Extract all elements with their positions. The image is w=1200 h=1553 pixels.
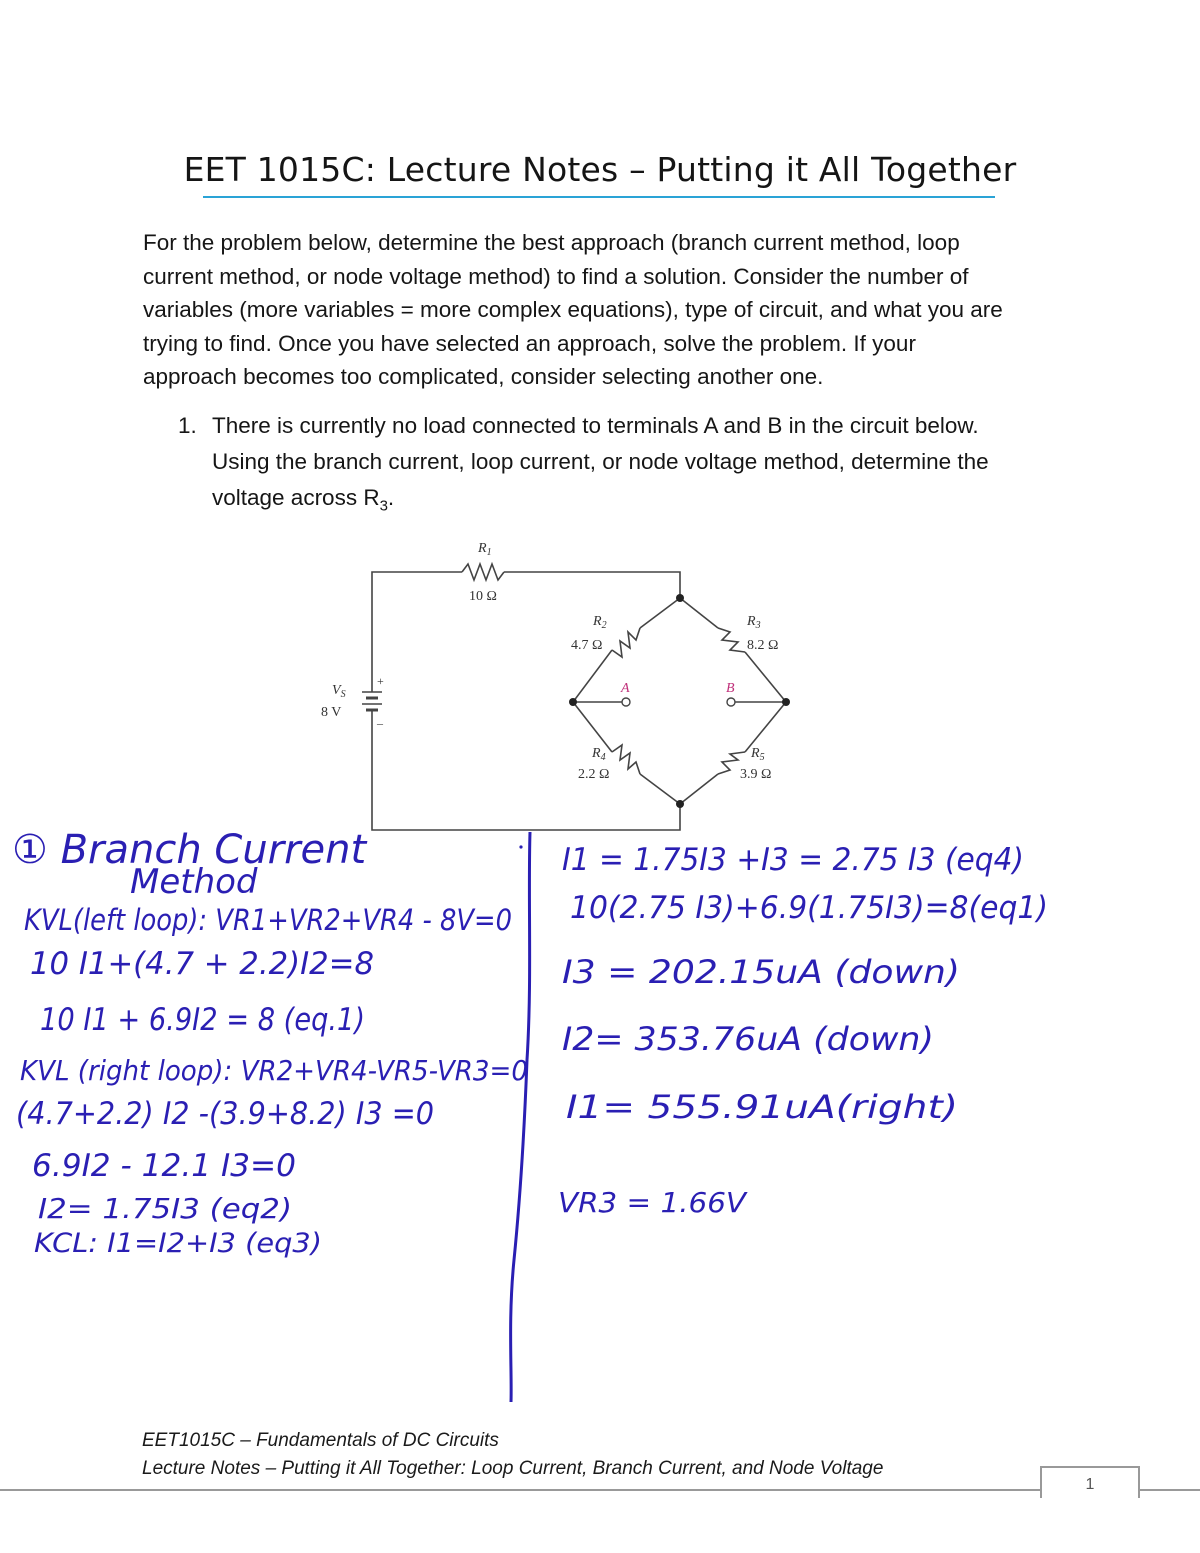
top-node-dot bbox=[676, 594, 684, 602]
vs-minus-sign: – bbox=[377, 716, 383, 730]
problem-line-suffix: . bbox=[387, 485, 395, 510]
vs-plus-sign: + bbox=[377, 674, 384, 688]
r4-label: $R_4$ bbox=[592, 746, 606, 763]
intro-line: For the problem below, determine the best approach (branch current method, loop bbox=[143, 230, 960, 255]
left-node-dot bbox=[569, 698, 577, 706]
r5-value: 3.9 Ω bbox=[740, 767, 772, 782]
handwritten-solution bbox=[0, 800, 1200, 1420]
problem-line-prefix: voltage across R bbox=[212, 485, 380, 510]
r2-value: 4.7 Ω bbox=[571, 638, 603, 653]
hw-left-line: KVL(left loop): VR1+VR2+VR4 - 8V=0 bbox=[24, 903, 512, 937]
intro-line: variables (more variables = more complex equations), type of circuit, and what you are bbox=[143, 297, 1003, 322]
problem-line: Using the branch current, loop current, or node voltage method, determine the bbox=[212, 449, 989, 474]
hw-right-line: I1 = 1.75I3 +I3 = 2.75 I3 (eq4) bbox=[562, 842, 1024, 878]
title-underline bbox=[203, 196, 995, 198]
r2-label: $R_2$ bbox=[593, 614, 607, 631]
r3-label: $R_3$ bbox=[747, 614, 761, 631]
divider-line bbox=[511, 832, 530, 1402]
page-number: 1 bbox=[1040, 1466, 1140, 1498]
problem-text bbox=[212, 408, 1052, 525]
hw-right-line: I2= 353.76uA (down) bbox=[562, 1020, 934, 1058]
hw-right-line: 10(2.75 I3)+6.9(1.75I3)=8(eq1) bbox=[570, 890, 1048, 926]
hw-left-line: 10 I1+(4.7 + 2.2)I2=8 bbox=[30, 946, 374, 982]
hw-left-line: (4.7+2.2) I2 -(3.9+8.2) I3 =0 bbox=[16, 1096, 434, 1132]
document-title: EET 1015C: Lecture Notes – Putting it All Together bbox=[183, 150, 1017, 189]
hw-left-line: KCL: I1=I2+I3 (eq3) bbox=[34, 1228, 322, 1259]
hw-heading: ① Branch Current bbox=[12, 827, 367, 873]
problem-number: 1. bbox=[178, 413, 197, 438]
intro-paragraph bbox=[143, 226, 1073, 394]
terminal-b-dot bbox=[727, 698, 735, 706]
ink-dot bbox=[519, 845, 522, 848]
r1-value: 10 Ω bbox=[469, 589, 497, 604]
terminal-a-dot bbox=[622, 698, 630, 706]
r4-value: 2.2 Ω bbox=[578, 767, 610, 782]
vs-label: $V_S$ bbox=[332, 683, 346, 700]
hw-left-line: KVL (right loop): VR2+VR4-VR5-VR3=0 bbox=[20, 1054, 528, 1087]
bridge-circuit-diagram bbox=[300, 530, 820, 840]
hw-heading-method: Method bbox=[130, 862, 258, 902]
intro-line: trying to find. Once you have selected an approach, solve the problem. If your bbox=[143, 330, 916, 356]
problem-line: There is currently no load connected to terminals A and B in the circuit below. bbox=[212, 413, 979, 438]
hw-left-line: 10 I1 + 6.9I2 = 8 (eq.1) bbox=[40, 1002, 365, 1038]
hw-right-line: I1= 555.91uA(right) bbox=[566, 1088, 958, 1126]
r3-value: 8.2 Ω bbox=[747, 638, 779, 653]
footer-notes-line: Lecture Notes – Putting it All Together: Loop Current, Branch Current, and Node Voltage bbox=[142, 1458, 884, 1479]
hw-right-line: VR3 = 1.66V bbox=[558, 1186, 748, 1219]
terminal-a-label: A bbox=[621, 681, 630, 696]
hw-left-line: I2= 1.75I3 (eq2) bbox=[38, 1192, 292, 1225]
footer-rule bbox=[0, 1489, 1200, 1491]
hw-right-line: I3 = 202.15uA (down) bbox=[562, 953, 960, 991]
terminal-b-label: B bbox=[726, 681, 735, 696]
intro-line: current method, or node voltage method) to find a solution. Consider the number of bbox=[143, 263, 969, 289]
hw-left-line: 6.9I2 - 12.1 I3=0 bbox=[32, 1148, 296, 1184]
footer-course-line: EET1015C – Fundamentals of DC Circuits bbox=[142, 1430, 499, 1451]
right-node-dot bbox=[782, 698, 790, 706]
vs-value: 8 V bbox=[321, 705, 342, 720]
intro-line: approach becomes too complicated, consider selecting another one. bbox=[143, 364, 824, 389]
problem-line bbox=[212, 480, 1052, 525]
problem-line-subscript: 3 bbox=[379, 497, 388, 515]
r5-label: $R_5$ bbox=[751, 746, 765, 763]
r1-label: $R_1$ bbox=[478, 541, 492, 558]
